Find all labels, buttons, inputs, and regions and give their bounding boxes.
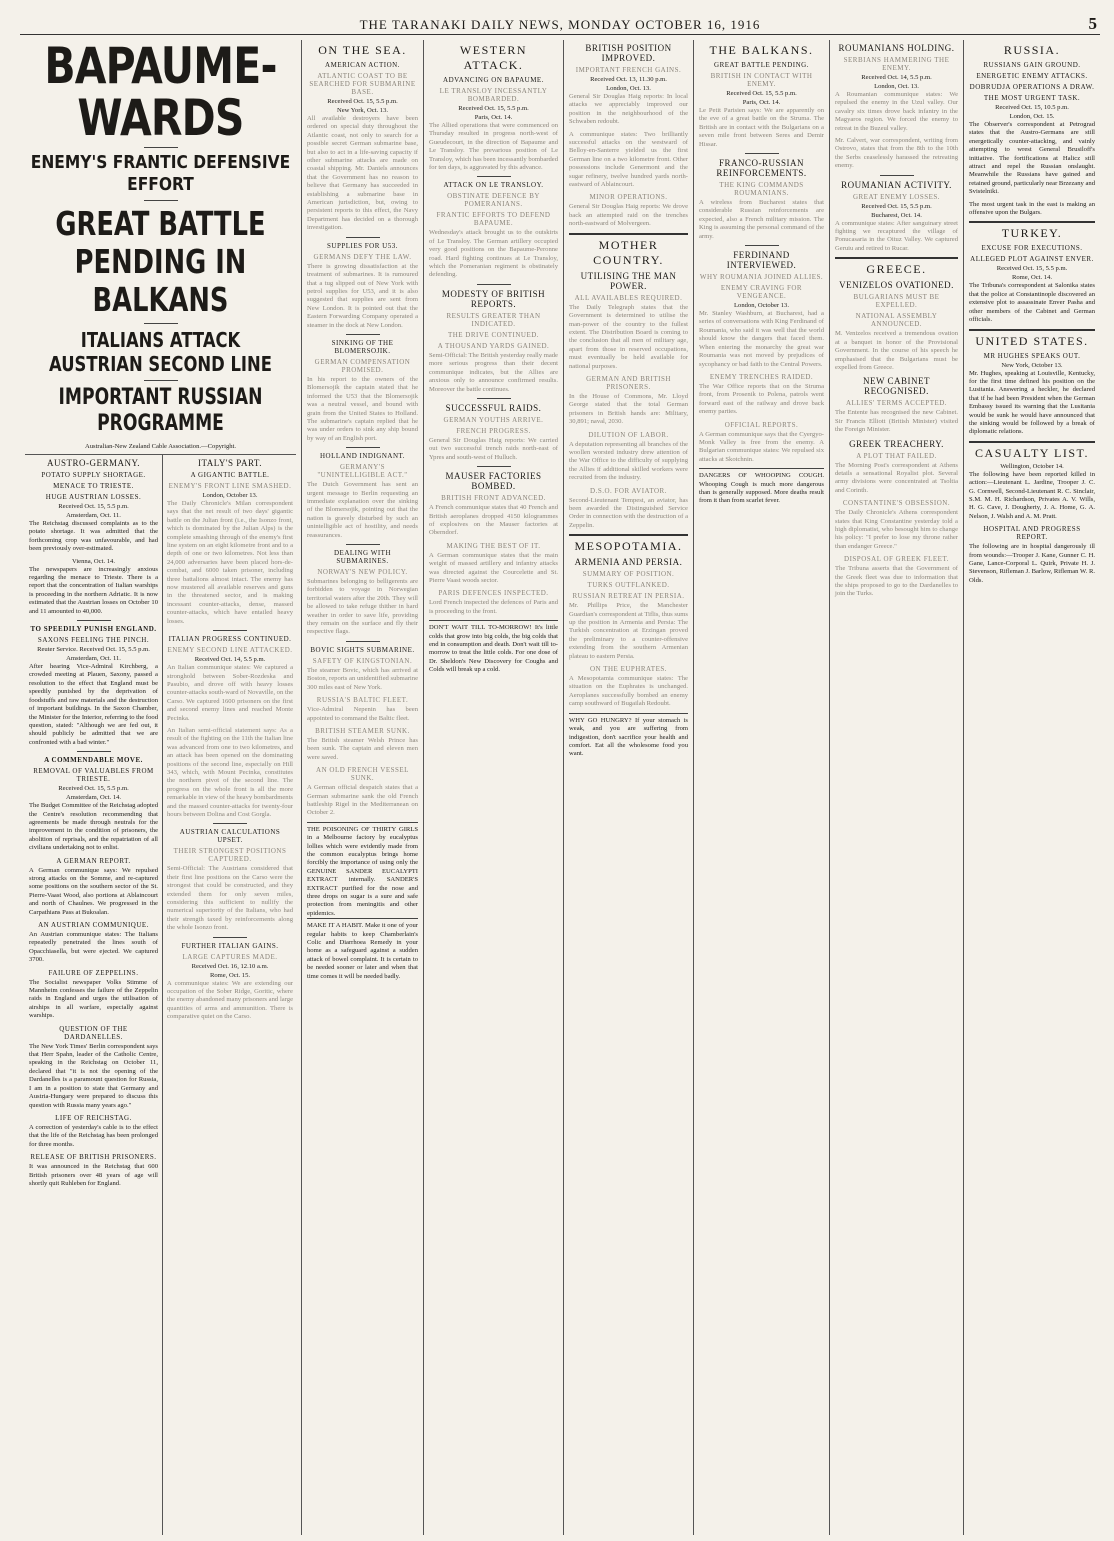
subhead: BOVIC SIGHTS SUBMARINE. [310, 645, 415, 654]
section-title: WESTERN ATTACK. [459, 43, 528, 72]
article-text: In the House of Commons, Mr. Lloyd George stated that the total German prisoners in British hands are: Military, 30,891; naval, 2030. [569, 392, 688, 426]
subhead: PARIS DEFENCES INSPECTED. [438, 589, 549, 598]
received-line: Reuter Service. Received Oct. 15, 5.5 p.m. [37, 646, 150, 654]
article-text: The Observer's correspondent at Petrograd states that the Austro-Germans are still energetically counter-attacking, and vainly attempting to wrest General Brusiloff's initiative. The fortifications at Halicz still attract and repel the Russian onslaught. Meanwhile the Russians have gained and retained ground, particularly near Brzezany and Svistelniki. [969, 121, 1095, 196]
subhead: SINKING OF THE BLOMERSOJIK. [331, 338, 394, 355]
subhead: DISPOSAL OF GREEK FLEET. [844, 555, 949, 564]
article-text: After hearing Vice-Admiral Kirchberg, a crowded meeting at Plauen, Saxony, passed a resolution to the effect that England must be speedily punished by the deprivation of foodstuffs and raw materials and the destruction of important buildings. In the Saxon Chamber, the Minister for the Interior, referring to the food question, stated: "Although we are fed out, it should publicly be admitted that we are confronted with a bad winter." [29, 663, 158, 746]
received-line: Received Oct. 15, 5.5 p.m. [726, 90, 797, 97]
article-text: The New York Times' Berlin correspondent says that Herr Spahn, leader of the Catholic Centre, speaking in the Reichstag on October 11, declared that "it is not the opening of the Dardanelles is a paramount question for Russia, I am in a position to state that Germany and Austria-Hungary were prepared to discuss this question with Russia many years ago." [29, 1042, 158, 1109]
article-text: A communique states: Two brilliantly successful attacks on the westward of Belloy-en-Santerre yielded us the first German line on a two kilometre front. Other possessions include Genermont and the sugar refinery, twelve hundred yards north-eastward of Ablaincourt. [569, 130, 688, 189]
subhead: HOLLAND INDIGNANT. [319, 452, 406, 461]
received-line: Received Oct. 14, 5.5 p.m. [194, 656, 266, 664]
subhead: FAILURE OF ZEPPELINS. [48, 968, 139, 977]
article-text: A communique states: We are extending our occupation of the Sober Ridge, Goritic, where the enemy abandoned many prisoners and large quantities of arms and ammunition. There is comparative quiet on the Carso. [167, 979, 293, 1021]
divider [477, 398, 511, 399]
article-text: Second-Lieutenant Tempest, an aviator, has been awarded the Distinguished Service Order in connection with the destruction of a Zeppelin. [569, 496, 688, 529]
section-title: ON THE SEA. [318, 43, 407, 57]
subhead: ALL AVAILABLES REQUIRED. [574, 293, 683, 302]
dateline: London, Oct. 13. [606, 85, 651, 92]
article-text: The Budget Committee of the Reichstag adopted the Centre's resolution recommending that agreements be made through neutrals for the improvement in the condition of prisoners, the abolition of reprisals, and the repatriation of all civilians undertaking not to enlist. [29, 802, 158, 852]
article-text: The Entente has recognised the new Cabinet. Sir Francis Elliott (British Minister) visited the Foreign Minister. [835, 409, 958, 434]
subhead: HOSPITAL AND PROGRESS REPORT. [983, 525, 1081, 542]
article-text: The following are in hospital dangerously ill from wounds:—Trooper J. Kane, Gunner C. H. Gane, Lance-Corporal L. Quirk, Private H. J. Stevenson, Rifleman J. Barlow, Rifleman W. R. Olds. [969, 543, 1095, 584]
section-title: MESOPOTAMIA. [574, 539, 683, 554]
divider [213, 823, 247, 824]
article-text: Submarines belonging to belligerents are forbidden to voyage in Norwegian territorial waters after the 20th. They will be allowed to take refuge thither in hard weather in order to save life, providing they remain on the surface and fly their respective flags. [307, 578, 418, 636]
article-text: The Morning Post's correspondent at Athens details a sensational Royalist plot. Several army divisions were concentrated at Tsoltia and Corinth. [835, 461, 958, 494]
received-line: Received Oct. 15, 5.5 p.m. [996, 265, 1068, 273]
received-line: Received Oct. 15, 5.5 p.m. [861, 202, 932, 210]
dateline: Wellington, October 14. [1000, 462, 1064, 470]
section-title: ROUMANIANS HOLDING. [838, 43, 955, 53]
headline-2: ENEMY'S FRANTIC DEFENSIVE EFFORT [30, 152, 291, 195]
article-text: Semi-Official: The British yesterday really made more serious progress than their decent communique indicates, but the Allies are anxious only to announce confirmed results. Moreover the battle continues. [429, 351, 558, 393]
subhead: AN AUSTRIAN COMMUNIQUE. [38, 921, 149, 929]
dateline: New York, October 13. [1001, 361, 1063, 369]
article-text: General Sir Douglas Haig reports: We drove back an attempted raid on the trenches north-eastward of Molvergeen. [569, 203, 688, 228]
subhead: MR HUGHES SPEAKS OUT. [983, 351, 1081, 360]
subhead: ENEMY CRAVING FOR VENGEANCE. [720, 284, 803, 301]
subhead: ATLANTIC COAST TO BE SEARCHED FOR SUBMARINE BASE. [309, 72, 416, 96]
divider [969, 221, 1095, 223]
subhead: LARGE CAPTURES MADE. [182, 952, 278, 961]
article-text: A German official despatch states that a German submarine sank the old French battleship Rigel in the Mediterranean on October 2. [307, 784, 418, 817]
article-text: The Reichstag discussed complaints as to the potato shortage. It was admitted that the forthcoming crop was unfavourable, and had been previously over-estimated. [29, 520, 158, 553]
subhead: A THOUSAND YARDS GAINED. [437, 341, 550, 350]
dateline: London, Oct. 13. [874, 83, 919, 90]
article-text: There is growing dissatisfaction at the treatment of submarines. It is rumoured that a tug slipped out of New York with petrol supplies for U53, and it is also suggested that supplies are sent from New London. It is pointed out that the Eastern Forwarding Company operated a steamer in the dock at New London. [307, 262, 418, 329]
subhead: MAKING THE BEST OF IT. [446, 541, 541, 550]
article-text: A German communique says that the Cyergyo-Monk Valley is free from the enemy. A Bulgarian communique states: We repulsed six attacks at Skotchnin. [699, 430, 824, 463]
section-title: THE BALKANS. [709, 43, 814, 57]
divider [346, 641, 380, 642]
subhead: GERMAN YOUTHS ARRIVE. [443, 415, 544, 424]
column-roumania-greece [830, 40, 964, 1535]
subhead: ATTACK ON LE TRANSLOY. [443, 181, 544, 190]
masthead [20, 14, 1100, 35]
received-line: Received Oct. 15, 5.5 p.m. [58, 503, 129, 510]
subhead: FURTHER ITALIAN GAINS. [181, 941, 279, 950]
subhead: MINOR OPERATIONS. [589, 193, 668, 202]
section-title: TURKEY. [1001, 226, 1063, 241]
article-text: An Italian semi-official statement says: As a result of the fighting on the 11th the Italian line was advanced from one to two kilometres, and an attack has been opened on the dominating positions of the second line, especially on Hill 343, which, with Mount Pecinka, constitutes the northern pivot of the second line. The progress on the whole front is all the more remarkable in view of the heavy bombardments and the massed counter-attacks for twenty-four hours between Dolina and Cost Gorgla. [167, 726, 293, 818]
divider [745, 153, 779, 154]
subhead: SERBIANS HAMMERING THE ENEMY. [843, 56, 950, 72]
subhead: GERMAN AND BRITISH PRISONERS. [586, 374, 671, 391]
article-text: The Socialist newspaper Volks Stimme of Mannheim confesses the failure of the Zeppelin raids in England and urges the utilisation of airships in all warfare, especially against warships. [29, 978, 158, 1020]
article-text: The British steamer Welsh Prince has been sunk. The captain and eleven men were saved. [307, 736, 418, 761]
subhead: VENIZELOS OVATIONED. [839, 280, 954, 291]
headline-4: ITALIANS ATTACK AUSTRIAN SECOND LINE [49, 328, 272, 376]
received-line: Received Oct. 15, 5.5 p.m. [58, 785, 129, 793]
page-number: 5 [1088, 14, 1098, 33]
subhead: GREAT ENEMY LOSSES. [852, 192, 941, 201]
subhead: NORWAY'S NEW POLICY. [317, 568, 408, 577]
subhead: NATIONAL ASSEMBLY ANNOUNCED. [855, 312, 938, 329]
received-line: Received Oct. 16, 12.10 a.m. [191, 962, 269, 970]
subhead: ENEMY TRENCHES RAIDED. [709, 372, 814, 381]
divider [144, 380, 178, 381]
article-text: It was announced in the Reichstag that 600 British prisoners over 48 years of age will shortly quit Ruhleben for England. [29, 1163, 158, 1187]
article-text: A German communique says: We repulsed strong attacks on the Somme, and re-captured some positions on the southern sector of the St. Pierre-Vaast Wood, also portions at Ablaincourt and north of Chaulnes. We progressed in the Carpathians Pass at Bukoalan. [29, 866, 158, 916]
subhead: QUESTION OF THE DARDANELLES. [59, 1024, 128, 1041]
received-line: Received Oct. 15, 5.5 p.m. [327, 98, 398, 105]
subhead: TURKS OUTFLANKED. [587, 581, 670, 590]
article-text: The War Office reports that on the Struma front, from Prosenik to Polena, patrols went forward east of the railway and drove back enemy parties. [699, 382, 824, 416]
subhead: POTATO SUPPLY SHORTAGE. [41, 471, 146, 479]
subhead: ITALIAN PROGRESS CONTINUED. [168, 635, 292, 644]
section-title: UNITED STATES. [975, 333, 1089, 348]
article-text: An Italian communique states: We captured a stronghold between Sober-Rozdeska and Pasubio, and drove off with heavy losses counter-attacks south-ward of Novaville, on the Carso. We captured 1600 prisoners on the first and second enemy lines and reached Monte Pecinka. [167, 664, 293, 722]
section-title: BRITISH POSITION IMPROVED. [585, 43, 672, 63]
dateline: Amsterdam, Oct. 11. [66, 655, 121, 663]
article-text: Mr. Calvert, war correspondent, writing from Ostrovo, states that from the 8th to the 10th the Serbs ceaselessly harassed the retreating enemy. [835, 137, 958, 170]
article-text: The Tribuna's correspondent at Salonika states that the police at Constantinople discovered an extensive plot to assassinate Enver Pasha and other members of the Cabinet and German officials. [969, 282, 1095, 324]
subhead: EXCUSE FOR EXECUTIONS. [981, 244, 1083, 253]
section-title: GREECE. [866, 262, 927, 277]
subhead: FRANTIC EFFORTS TO DEFEND BAPAUME. [436, 211, 551, 228]
article-text: The Tribuna asserts that the Government of the Greek fleet was due to information that the ships proposed to go to the Dardanelles to join the Turks. [835, 565, 958, 598]
subhead: SAFETY OF KINGSTONIAN. [312, 656, 413, 665]
divider [346, 237, 380, 238]
advertisement: MAKE IT A HABIT. Make it one of your regular habits to keep Chamberlain's Colic and Diarrhoea Remedy in your home as a safeguard against a sudden attack of bowel complaint. It is certain to be needed sooner or later and when that time comes it will be needed badly. [307, 918, 418, 981]
article-text: A correction of yesterday's cable is to the effect that the life of the Reichstag has been prolonged for three months. [29, 1123, 158, 1148]
subhead: FRENCH PROGRESS. [456, 426, 531, 435]
article-text: The Daily Chronicle's Athens correspondent states that King Constantine yesterday told a high diplomatist, who besought him to change his policy: "I prefer to lose my throne rather than endanger Greece." [835, 509, 958, 550]
subhead: THE KING COMMANDS ROUMANIANS. [719, 181, 804, 198]
divider [569, 233, 688, 235]
subhead: ALLIES' TERMS ACCEPTED. [845, 399, 948, 408]
divider [77, 620, 111, 621]
subhead: UTILISING THE MAN POWER. [580, 270, 677, 291]
divider [477, 176, 511, 177]
article-text: A German communique states that the main weight of massed artillery and infantry attacks was directed against the Courcelette and St. Pierre Vaast woods sector. [429, 551, 558, 584]
subhead: ARMENIA AND PERSIA. [574, 557, 683, 568]
article-text: A Mesopotamia communique states: The situation on the Euphrates is unchanged. Aeroplanes successfully bombed an enemy camp southward of Bugailah Redoubt. [569, 675, 688, 708]
received-line: Received Oct. 15, 10.5 p.m. [995, 104, 1069, 111]
article-text: Mr. Phillips Price, the Manchester Guardian's correspondent at Tiflis, thus sums up the position in Armenia and Persia: The Turkish concentration at Erzingan proved the preliminary to a counter-offensive extending from the southern Armenian plateau to eastern Persia. [569, 602, 688, 660]
divider [346, 447, 380, 448]
column-russia [964, 40, 1100, 1535]
dateline: Rome, Oct. 14. [1011, 274, 1053, 282]
divider [745, 245, 779, 246]
subhead: GERMANY'S "UNINTELLIGIBLE ACT." [317, 463, 408, 480]
subhead: OFFICIAL REPORTS. [724, 420, 799, 429]
dateline: Rome, Oct. 15. [209, 971, 251, 979]
subhead: ENEMY'S FRONT LINE SMASHED. [168, 482, 292, 490]
divider [969, 329, 1095, 331]
subhead: RUSSIANS GAIN GROUND. [983, 61, 1081, 69]
divider [213, 937, 247, 938]
dateline: London, October 13. [734, 302, 789, 310]
received-line: Received Oct. 14, 5.5 p.m. [861, 74, 932, 81]
subhead: GERMAN COMPENSATION PROMISED. [314, 357, 411, 374]
column-western-attack [424, 40, 564, 1535]
italy-section [163, 455, 297, 1535]
article-text: The newspapers are increasingly anxious regarding the menace to Trieste. There is a report that the concentration of Italian warships is proceeding in the northern Adriatic. It is now estimated that the Austrian losses on October 10 and 11 amounted to 40,000. [29, 565, 158, 615]
subhead: SUPPLIES FOR U53. [327, 241, 398, 250]
subhead: A COMMENDABLE MOVE. [44, 756, 143, 765]
advertisement: DON'T WAIT TILL TO-MORROW! It's little colds that grow into big colds, the big colds that end in consumption and death. Don't wait till to-morrow to treat the little colds. For one dose of Dr. Sheldon's New Discovery for Coughs and Colds will break up a cold. [429, 620, 558, 674]
subhead: SAXONS FEELING THE PINCH. [37, 636, 150, 645]
divider [880, 175, 914, 176]
divider [144, 323, 178, 324]
article-text: A communique states: After sanguinary street fighting we recaptured the village of Ponucasaria in the Oituz Valley. We captured Geruiu and retired to Rucar. [835, 219, 958, 252]
subhead: SUMMARY OF POSITION. [582, 570, 675, 579]
subhead: RUSSIAN RETREAT IN PERSIA. [572, 592, 685, 601]
dateline: Paris, Oct. 14. [474, 114, 513, 121]
article-text: The Daily Telegraph states that the Government is determined to utilise the man-power of the country to the fullest extent. The Distribution Board is coming to the conclusion that all men of military age, apart from those in reserved occupations, must eventually be held available for national purposes. [569, 303, 688, 370]
subhead: BRITISH FRONT ADVANCED. [441, 494, 546, 503]
subhead: BULGARIANS MUST BE EXPELLED. [853, 293, 940, 310]
subhead: GREEK TREACHERY. [849, 438, 944, 449]
subhead: THEIR STRONGEST POSITIONS CAPTURED. [173, 847, 287, 864]
article-text: Le Petit Parisien says: We are apparently on the eve of a great battle on the Struma. The British are in contact with the Bulgarians on a seven mile front between Seres and Demir Hissar. [699, 107, 824, 148]
article-text: The Allied operations that were commenced on Thursday resulted in progress north-west of Gueudecourt, in the direction of Bapaume and Le Transloy. The prevarious position of Le Transloy, which has been incessantly bombarded for ten days, is aggravated by this advance. [429, 122, 558, 172]
article-text: All available destroyers have been ordered on special duty throughout the Atlantic coast, not only to search for a possible secret German submarine base, but also to act in a life-saving capacity if other submarine attacks are made on coastal shipping. Mr. Daniels announces that the Government has no reason to believe that Germany has succeeded in establishing a submarine base in American jurisdiction, but, owing to persistent reports to this effect, the Navy Department has decided on a thorough investigation. [307, 115, 418, 232]
divider [144, 200, 178, 201]
subhead: OBSTINATE DEFENCE BY POMERANIANS. [447, 192, 540, 209]
column-on-the-sea [302, 40, 424, 1535]
advertisement: WHY GO HUNGRY? If your stomach is weak, and you are suffering from indigestion, don't sacrifice your health and comfort. Eat all the wholesome food you want. [569, 713, 688, 759]
copyright-credit: Australian-New Zealand Cable Association.—Copyright. [84, 443, 237, 450]
article-text: Vice-Admiral Nepenin has been appointed to command the Baltic fleet. [307, 706, 418, 722]
masthead-title: THE TARANAKI DAILY NEWS, MONDAY OCTOBER 16, 1916 [359, 17, 761, 32]
subhead: AN OLD FRENCH VESSEL SUNK. [316, 766, 409, 783]
divider [144, 147, 178, 148]
article-text: The most urgent task in the east is making an offensive upon the Bulgars. [969, 200, 1095, 217]
subhead: THE MOST URGENT TASK. [983, 94, 1081, 102]
divider [77, 751, 111, 752]
subhead: LIFE OF REICHSTAG. [55, 1113, 132, 1122]
subhead: MAUSER FACTORIES BOMBED. [445, 471, 542, 492]
headline-5: IMPORTANT RUSSIAN PROGRAMME [58, 385, 263, 436]
advertisement: DANGERS OF WHOOPING COUGH. Whooping Cough is much more dangerous than is generally supposed. More deaths result from it than from scarlet fever. [699, 468, 824, 506]
article-text: The steamer Bovic, which has arrived at Boston, reports an unidentified submarine 300 miles east of New York. [307, 666, 418, 691]
subhead: AMERICAN ACTION. [325, 61, 400, 69]
article-text: The Daily Chronicle's Milan correspondent says that the net result of two days' gigantic battle on the Julian front (i.e., the Isonzo front, which is dominated by the Julian Alps) is the complete smashing through of the enemy's first line system on an eight kilometre front and to a depth of one or two kilometres. Not less than 24,000 adversaries have been placed hors-de-combat, and 6000 taken prisoner, including three battalions almost intact. The enemy has now mustered all available reserves and guns in the threatened sector, and is making incessant counter-attacks, dense, massed counter-attacks, which have entailed heavy losses. [167, 500, 293, 625]
subhead: ROUMANIAN ACTIVITY. [841, 179, 952, 190]
article-text: Mr. Hughes, speaking at Louisville, Kentucky, for the first time defined his position on the Lusitania. Answering a heckler, he declared that if he had been President when the German Embassy issued its warning that the Lusitania would be sunk he would have announced that the sinking would be followed by a break of diplomatic relations. [969, 369, 1095, 436]
subhead: BRITISH IN CONTACT WITH ENEMY. [710, 72, 813, 88]
subhead: RELEASE OF BRITISH PRISONERS. [30, 1153, 157, 1162]
subhead: THE DRIVE CONTINUED. [447, 330, 540, 339]
article-text: A wireless from Bucharest states that considerable Russian reinforcements are expected, also a French military mission. The King is assuming the personal command of the army. [699, 199, 824, 240]
subhead: FERDINAND INTERVIEWED. [726, 250, 797, 271]
article-text: A Roumanian communique states: We repulsed the enemy in the Uzul valley. Our cavalry six times drove back infantry in the Magyaros region. We forced the enemy to retreat in the Buzeul valley. [835, 91, 958, 132]
dateline: Amsterdam, Oct. 14. [65, 794, 122, 802]
subhead: FRANCO-RUSSIAN REINFORCEMENTS. [716, 158, 807, 179]
received-line: Received Oct. 15, 5.5 p.m. [458, 105, 529, 112]
subhead: AUSTRIAN CALCULATIONS UPSET. [179, 828, 281, 845]
subhead: CONSTANTINE'S OBSESSION. [842, 499, 951, 508]
divider [346, 544, 380, 545]
divider [477, 284, 511, 285]
subhead: ALLEGED PLOT AGAINST ENVER. [970, 255, 1094, 264]
subhead: RUSSIA'S BALTIC FLEET. [316, 696, 409, 705]
article-text: The following have been reported killed in action:—Lieutenant L. Jardine, Trooper J. C. G. Cornwell, Second-Lieutenant R. C. Sinclair, S.M. M. H. Richardson, Privates A. V. Wills, H. G. Cave, J. Dougherty, J. A. Home, G. A. Nelson, J. Walsh and A. M. Pratt. [969, 470, 1095, 520]
section-title: CASUALTY LIST. [975, 445, 1089, 460]
austro-germany-section [25, 455, 163, 1535]
subhead: TO SPEEDILY PUNISH ENGLAND. [30, 625, 157, 634]
section-title: RUSSIA. [1003, 43, 1061, 57]
article-text: The Dutch Government has sent an urgent message to Berlin requesting an immediate explanation over the sinking of the Blomersojik, pointing out that the nation is gravely disturbed by such an unintelligible act of hostility, and needs reassurances. [307, 481, 418, 539]
section-title: ITALY'S PART. [198, 458, 262, 468]
dateline: London, October 13. [202, 492, 258, 499]
subhead: A GIGANTIC BATTLE. [190, 471, 270, 479]
subhead: A GERMAN REPORT. [56, 856, 131, 865]
headline-3: GREAT BATTLE PENDING IN BALKANS [55, 204, 266, 319]
divider [477, 466, 511, 467]
article-text: Mr. Stanley Washburn, at Bucharest, had a series of conversations with King Ferdinand of Roumania, who said it was well that the world should know the dangers that faced them. When entering the monarchy the great war Roumania was not moved by prejudices of sycophancy or bad faith to the Central Powers. [699, 310, 824, 368]
subhead: NEW CABINET RECOGNISED. [862, 376, 931, 397]
section-title: AUSTRO-GERMANY. [46, 458, 141, 468]
main-headline: BAPAUME-WARDS [44, 40, 277, 147]
subhead: ON THE EUPHRATES. [589, 665, 667, 674]
subhead: A PLOT THAT FAILED. [856, 451, 937, 460]
dateline: Paris, Oct. 14. [742, 99, 781, 106]
subhead: WHY ROUMANIA JOINED ALLIES. [699, 273, 824, 282]
subhead: DEALING WITH SUBMARINES. [334, 549, 391, 566]
subhead: BRITISH STEAMER SUNK. [315, 726, 410, 735]
column-british-position [564, 40, 694, 1535]
column-front [20, 40, 302, 1535]
subhead: REMOVAL OF VALUABLES FROM TRIESTE. [33, 767, 154, 784]
article-text: An Austrian communique states: The Italians repeatedly penetrated the lines south of Opacchiasella, but were ejected. We captured 3700. [29, 931, 158, 964]
subhead: RESULTS GREATER THAN INDICATED. [446, 311, 541, 328]
received-line: Received Oct. 13, 11.30 p.m. [590, 76, 667, 83]
divider [835, 257, 958, 259]
article-text: A deputation representing all branches of the woollen worsted industry drew attention of the War Office to the difficulty of supplying the Allies if additional skilled workers were recruited from the industry. [569, 440, 688, 482]
subhead: DILUTION OF LABOR. [588, 430, 669, 439]
subhead: DOBRUDJA OPERATIONS A DRAW. [969, 83, 1095, 91]
divider [969, 441, 1095, 443]
subhead: IMPORTANT FRENCH GAINS. [575, 66, 682, 74]
article-text: General Sir Douglas Haig reports: In local attacks we appreciably improved our position in the neighbourhood of the Schwaben redoubt. [569, 93, 688, 126]
subhead: MENACE TO TRIESTE. [53, 482, 134, 490]
dateline: New York, Oct. 13. [336, 107, 389, 114]
dateline: Bucharest, Oct. 14. [871, 211, 922, 219]
dateline: Amsterdam, Oct. 11. [66, 512, 121, 519]
subhead: D.S.O. FOR AVIATOR. [590, 486, 667, 495]
advertisement: THE POISONING OF THIRTY GIRLS in a Melbourne factory by eucalyptus lollies which were evidently made from the common eucalyptus brings home forcibly the importance of using only the GENUINE SANDER EUCALYPTI EXTRACT internally. SANDER'S EXTRACT purified for the nose and three drops on sugar is a sure and safe protection from meningitis and other epidemics. [307, 822, 418, 918]
subhead: GERMANS DEFY THE LAW. [313, 252, 412, 261]
subhead: MODESTY OF BRITISH REPORTS. [441, 288, 546, 309]
divider [213, 630, 247, 631]
column-balkans [694, 40, 830, 1535]
article-text: In his report to the owners of the Blomersojik the captain stated that he informed the U53 that the Blomersojik was a neutral vessel, and bound with grain from the United States to Holland. The submarine's captain replied that he was under orders to sink any ship bound by way of an English port. [307, 375, 418, 442]
subhead: HUGE AUSTRIAN LOSSES. [45, 493, 142, 501]
article-text: Semi-Official: The Austrians considered that their first line positions on the Carso were the strongest that could be constructed, and they extended them for only seven miles, considering this sufficient to nullify the numerical superiority of the Italians, who had their strength taxed by reinforcements along the whole Isonzo front. [167, 865, 293, 932]
section-title: MOTHER COUNTRY. [593, 237, 664, 267]
subhead: ENERGETIC ENEMY ATTACKS. [976, 72, 1088, 80]
article-text: Wednesday's attack brought us to the outskirts of Le Transloy. The German artillery occupied very good positions on the Bapaume-Peronne road. Hard fighting continues at Le Transloy, which the Pomeranian regiment is obstinately defending. [429, 229, 558, 279]
divider [569, 534, 688, 536]
subhead: ADVANCING ON BAPAUME. [443, 76, 544, 84]
subhead: SUCCESSFUL RAIDS. [445, 402, 542, 413]
article-text: M. Venizelos received a tremendous ovation at a banquet in honor of the Provisional Government. In the course of his speech he emphasised that the Bulgarians must be expelled from Greece. [835, 330, 958, 371]
subhead: ENEMY SECOND LINE ATTACKED. [167, 646, 293, 655]
article-text: A French communique states that 40 French and British aeroplanes dropped 4150 kilogrammes of explosives on the Mauser factories at Oberndorf. [429, 504, 558, 537]
divider [346, 334, 380, 335]
dateline: London, Oct. 15. [1009, 113, 1055, 120]
dateline: Vienna, Oct. 14. [71, 557, 115, 565]
subhead: LE TRANSLOY INCESSANTLY BOMBARDED. [439, 87, 548, 103]
article-text: Lord French inspected the defences of Paris and is proceeding to the front. [429, 599, 558, 615]
subhead: GREAT BATTLE PENDING. [714, 61, 809, 69]
front-subcolumns [25, 454, 296, 1535]
article-text: General Sir Douglas Haig reports: We carried out two successful trench raids north-east of Ypres and south-west of Hulluch. [429, 436, 558, 461]
